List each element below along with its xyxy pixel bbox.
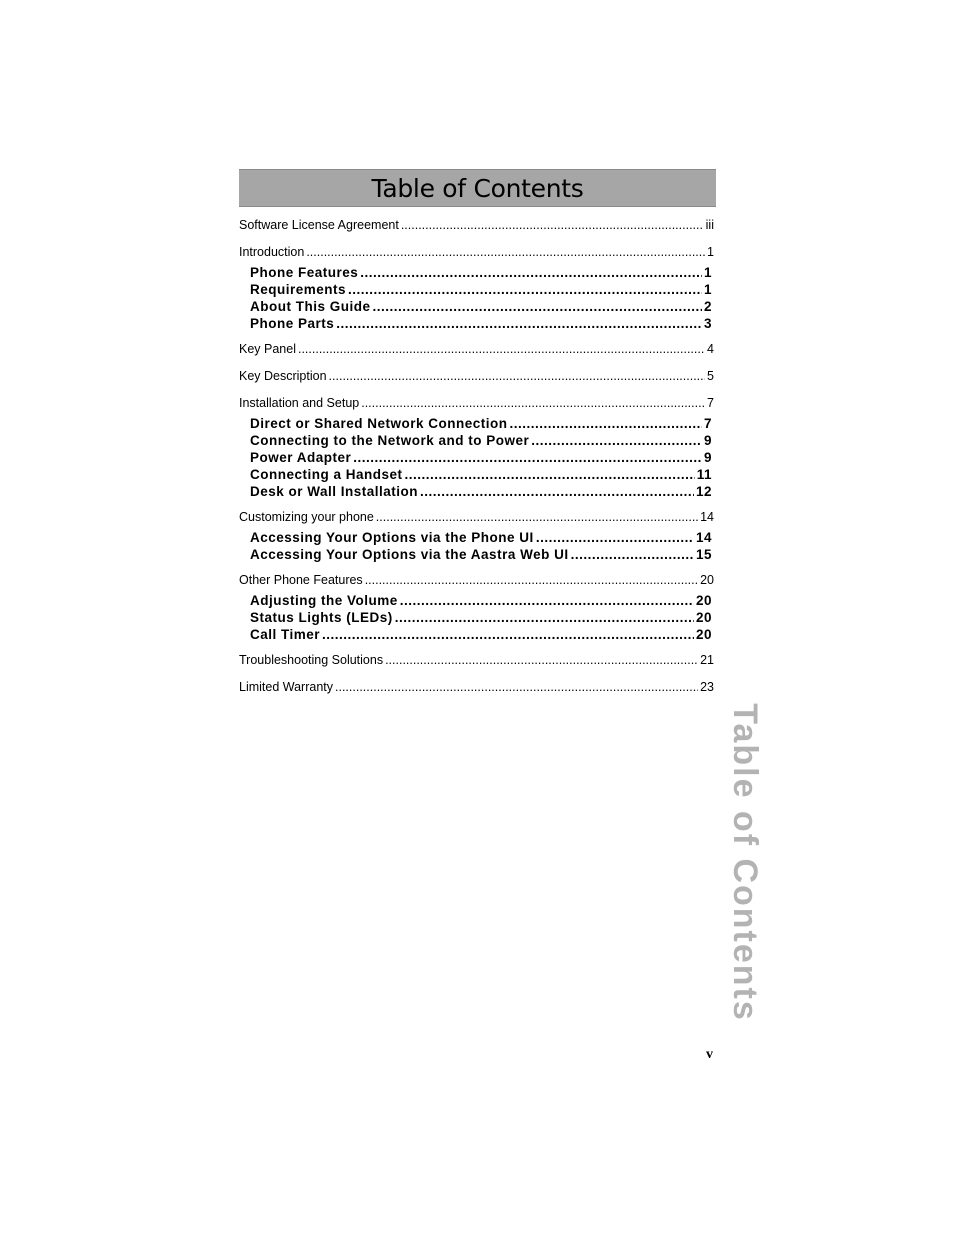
toc-subentry[interactable] xyxy=(239,282,714,299)
leader-dots xyxy=(385,653,698,667)
toc-subentry-title: Power Adapter xyxy=(250,450,352,465)
toc-entry-title: Introduction xyxy=(239,245,305,259)
leader-dots xyxy=(298,342,705,356)
toc-subentry-title: Accessing Your Options via the Phone UI xyxy=(250,530,534,545)
page-number: v xyxy=(706,1047,713,1062)
toc-subentry-title: Direct or Shared Network Connection xyxy=(250,416,508,431)
toc-subentry-page: 11 xyxy=(696,467,712,482)
leader-dots xyxy=(395,610,694,625)
toc-section xyxy=(239,218,714,236)
toc-entry-page: iii xyxy=(705,218,714,232)
toc-subentry[interactable] xyxy=(239,530,714,547)
toc-subentry-page: 15 xyxy=(695,547,712,562)
toc-subentry[interactable] xyxy=(239,610,714,627)
toc-subentry-title: Requirements xyxy=(250,282,347,297)
leader-dots xyxy=(306,245,705,259)
toc-subentry[interactable] xyxy=(239,593,714,610)
toc-subentry[interactable] xyxy=(239,484,714,501)
leader-dots xyxy=(348,282,702,297)
toc-subentry[interactable] xyxy=(239,433,714,450)
toc-subentry-title: Phone Features xyxy=(250,265,359,280)
toc-section xyxy=(239,680,714,698)
toc-subentry-page: 20 xyxy=(695,610,712,625)
toc-entry[interactable] xyxy=(239,510,714,528)
toc-subentry[interactable] xyxy=(239,265,714,282)
leader-dots xyxy=(531,433,702,448)
toc-subentry[interactable] xyxy=(239,316,714,333)
toc-entry-title: Key Description xyxy=(239,369,327,383)
leader-dots xyxy=(353,450,702,465)
toc-entry-page: 23 xyxy=(700,680,714,694)
toc-subentries xyxy=(239,416,714,501)
toc-subentry-page: 20 xyxy=(695,593,712,608)
leader-dots xyxy=(376,510,698,524)
toc-entry[interactable] xyxy=(239,653,714,671)
leader-dots xyxy=(329,369,706,383)
toc-subentry-title: Status Lights (LEDs) xyxy=(250,610,393,625)
toc-entry-title: Customizing your phone xyxy=(239,510,374,524)
toc-subentry-page: 2 xyxy=(703,299,712,314)
toc-entry-title: Other Phone Features xyxy=(239,573,363,587)
toc-entry-page: 14 xyxy=(700,510,714,524)
toc-entry-page: 21 xyxy=(700,653,714,667)
toc-entry[interactable] xyxy=(239,245,714,263)
toc-entry-title: Limited Warranty xyxy=(239,680,334,694)
toc-subentry-title: Phone Parts xyxy=(250,316,335,331)
toc-title-banner xyxy=(239,169,716,207)
toc-section xyxy=(239,396,714,501)
toc-entry-page: 5 xyxy=(707,369,714,383)
toc-section xyxy=(239,342,714,360)
leader-dots xyxy=(401,218,704,232)
toc-subentry-page: 3 xyxy=(703,316,712,331)
side-tab-label xyxy=(724,702,764,1022)
toc-entry-title: Installation and Setup xyxy=(239,396,360,410)
toc-entry[interactable] xyxy=(239,396,714,414)
toc-subentry-title: About This Guide xyxy=(250,299,371,314)
leader-dots xyxy=(360,265,702,280)
leader-dots xyxy=(322,627,694,642)
toc-subentry-title: Call Timer xyxy=(250,627,321,642)
toc-entry[interactable] xyxy=(239,680,714,698)
toc-subentry-page: 20 xyxy=(695,627,712,642)
toc-entry[interactable] xyxy=(239,218,714,236)
toc-subentry-page: 9 xyxy=(703,450,712,465)
toc-subentry-page: 9 xyxy=(703,433,712,448)
toc-subentries xyxy=(239,530,714,564)
toc-subentry[interactable] xyxy=(239,416,714,433)
leader-dots xyxy=(336,316,702,331)
toc-subentry[interactable] xyxy=(239,467,714,484)
toc-subentry[interactable] xyxy=(239,627,714,644)
toc-entry-title: Key Panel xyxy=(239,342,296,356)
toc-subentry-title: Accessing Your Options via the Aastra Web UI xyxy=(250,547,569,562)
toc-subentry-title: Desk or Wall Installation xyxy=(250,484,419,499)
side-tab-text: Table of Contents xyxy=(725,702,764,1022)
toc-section xyxy=(239,510,714,564)
toc-entry-title: Software License Agreement xyxy=(239,218,399,232)
toc-subentry-title: Connecting to the Network and to Power xyxy=(250,433,530,448)
toc-subentry[interactable] xyxy=(239,547,714,564)
leader-dots xyxy=(571,547,694,562)
leader-dots xyxy=(335,680,698,694)
toc-section xyxy=(239,245,714,333)
toc-entry[interactable] xyxy=(239,342,714,360)
page-title: Table of Contents xyxy=(371,173,584,203)
leader-dots xyxy=(405,467,695,482)
toc-subentry[interactable] xyxy=(239,299,714,316)
toc-subentry-page: 12 xyxy=(695,484,712,499)
toc-subentry-page: 14 xyxy=(695,530,712,545)
toc-subentry-page: 1 xyxy=(703,282,712,297)
toc-subentries xyxy=(239,265,714,333)
toc-subentry[interactable] xyxy=(239,450,714,467)
leader-dots xyxy=(373,299,702,314)
leader-dots xyxy=(365,573,698,587)
toc-subentry-title: Connecting a Handset xyxy=(250,467,403,482)
leader-dots xyxy=(536,530,694,545)
toc-subentry-page: 7 xyxy=(703,416,712,431)
toc-entry-title: Troubleshooting Solutions xyxy=(239,653,384,667)
toc-entry-page: 20 xyxy=(700,573,714,587)
toc-section xyxy=(239,653,714,671)
toc-entry-page: 1 xyxy=(707,245,714,259)
toc-subentry-page: 1 xyxy=(703,265,712,280)
leader-dots xyxy=(361,396,705,410)
toc-subentries xyxy=(239,593,714,644)
leader-dots xyxy=(400,593,694,608)
toc-section xyxy=(239,369,714,387)
toc-entry[interactable] xyxy=(239,369,714,387)
leader-dots xyxy=(510,416,702,431)
toc-subentry-title: Adjusting the Volume xyxy=(250,593,398,608)
toc-entry-page: 7 xyxy=(707,396,714,410)
toc-entry[interactable] xyxy=(239,573,714,591)
toc-entry-page: 4 xyxy=(707,342,714,356)
leader-dots xyxy=(420,484,694,499)
toc-section xyxy=(239,573,714,644)
table-of-contents xyxy=(239,218,714,707)
